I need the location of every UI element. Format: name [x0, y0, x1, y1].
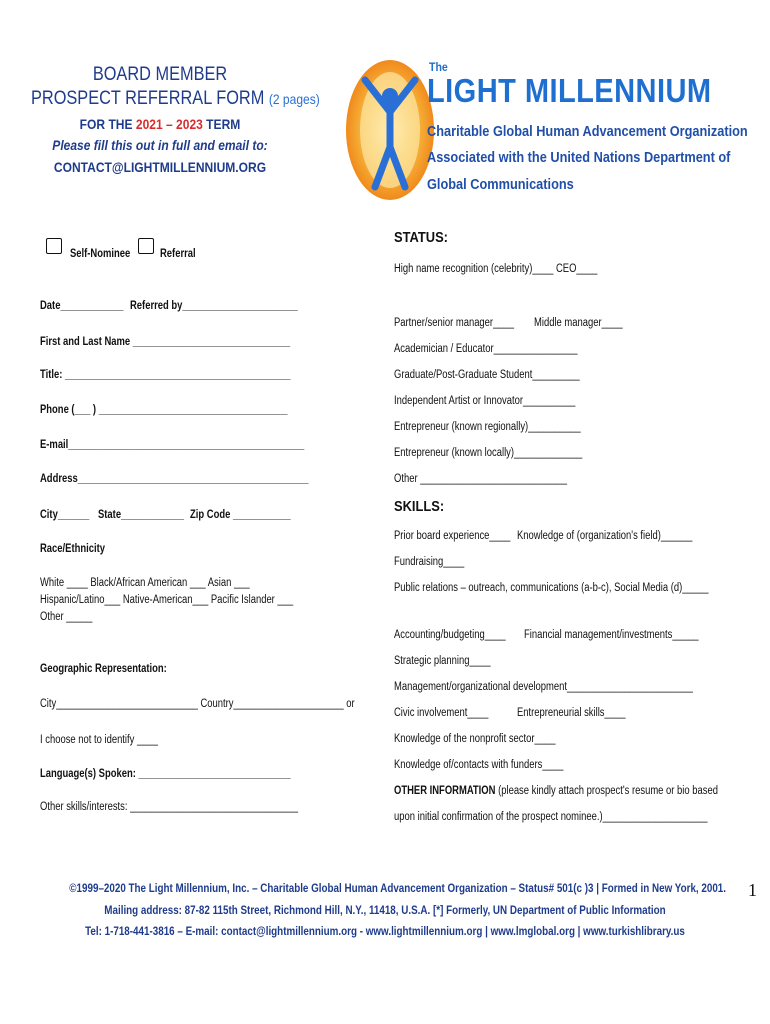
race-heading: Race/Ethnicity — [40, 543, 105, 555]
logo-tagline-3: Global Communications — [427, 177, 574, 193]
instruction-text: Please fill this out in full and email to: — [52, 137, 268, 153]
pages-note: (2 pages) — [268, 91, 320, 107]
name-field[interactable]: First and Last Name ______________________________ — [40, 336, 291, 348]
term-prefix: FOR THE — [79, 116, 133, 132]
race-line-3[interactable]: Other _____ — [40, 611, 93, 623]
languages-field[interactable]: Language(s) Spoken: _____________________________ — [40, 768, 291, 780]
self-nominee-label: Self-Nominee — [70, 248, 131, 260]
race-line-1[interactable]: White ____ Black/African American ___ Asian ___ — [40, 577, 250, 589]
logo-the: The — [429, 60, 448, 74]
term-line — [40, 116, 281, 132]
page-number: 1 — [748, 880, 757, 900]
skill-funders[interactable]: Knowledge of/contacts with funders____ — [394, 759, 564, 771]
skill-strategic[interactable]: Strategic planning____ — [394, 655, 491, 667]
contact-email[interactable]: CONTACT@LIGHTMILLENNIUM.ORG — [53, 159, 267, 175]
skill-entrepreneurial[interactable]: Entrepreneurial skills____ — [517, 707, 626, 719]
logo-tagline-1: Charitable Global Human Advancement Organization — [427, 124, 748, 140]
referral-label: Referral — [160, 248, 196, 260]
skill-knowledge-field[interactable]: Knowledge of (organization's field)______ — [517, 530, 693, 542]
logo-tagline-2: Associated with the United Nations Department of — [427, 150, 731, 166]
status-graduate[interactable]: Graduate/Post-Graduate Student_________ — [394, 369, 580, 381]
phone-field[interactable]: Phone (___ ) ____________________________________ — [40, 404, 288, 416]
logo — [343, 52, 748, 207]
city-field[interactable]: City______ — [40, 509, 90, 521]
no-identify-field[interactable]: I choose not to identify ____ — [40, 734, 158, 746]
referral-checkbox[interactable] — [138, 238, 154, 254]
form-title-line2 — [31, 88, 320, 110]
skill-accounting[interactable]: Accounting/budgeting____ — [394, 629, 506, 641]
skill-pr[interactable]: Public relations – outreach, communications (a-b-c), Social Media (d)_____ — [394, 582, 709, 594]
address-field[interactable]: Address____________________________________________ — [40, 473, 309, 485]
skill-management[interactable]: Management/organizational development________________________ — [394, 681, 693, 693]
other-info-line2[interactable]: upon initial confirmation of the prospect nominee.)____________________ — [394, 811, 708, 823]
status-ent-regional[interactable]: Entrepreneur (known regionally)__________ — [394, 421, 581, 433]
other-skills-field[interactable]: Other skills/interests: ________________________________ — [40, 801, 298, 813]
status-other[interactable]: Other ____________________________ — [394, 473, 568, 485]
footer-copyright: ©1999–2020 The Light Millennium, Inc. – Charitable Global Human Advancement Organization – Status# 501(c )3 | Formed in New York, 2001. — [69, 881, 727, 895]
geo-heading: Geographic Representation: — [40, 663, 167, 675]
form-title-line1: BOARD MEMBER — [92, 64, 228, 85]
skill-nonprofit[interactable]: Knowledge of the nonprofit sector____ — [394, 733, 556, 745]
other-info-text: (please kindly attach prospect's resume or bio based — [498, 785, 718, 797]
term-years: 2021 – 2023 — [135, 116, 203, 132]
footer-contact: Tel: 1-718-441-3816 – E-mail: contact@lightmillennium.org - www.lightmillennium.org | www.lmglobal.org | www.turkishlibrary.us — [85, 924, 685, 938]
logo-name: LIGHT MILLENNIUM — [427, 72, 712, 109]
status-celebrity[interactable]: High name recognition (celebrity)____ CEO____ — [394, 263, 598, 275]
skills-heading: SKILLS: — [394, 498, 445, 515]
skill-fundraising[interactable]: Fundraising____ — [394, 556, 465, 568]
email-field[interactable]: E-mail_____________________________________________ — [40, 439, 305, 451]
skill-board[interactable]: Prior board experience____ — [394, 530, 511, 542]
status-artist[interactable]: Independent Artist or Innovator__________ — [394, 395, 576, 407]
other-info-line — [394, 785, 718, 797]
zip-field[interactable]: Zip Code ___________ — [190, 509, 291, 521]
status-middle[interactable]: Middle manager____ — [534, 317, 623, 329]
footer-address: Mailing address: 87-82 115th Street, Richmond Hill, N.Y., 11418, U.S.A. [*] Formerly, UN Department of Public Information — [104, 903, 666, 917]
skill-civic[interactable]: Civic involvement____ — [394, 707, 489, 719]
referred-by-field[interactable]: Referred by______________________ — [130, 300, 298, 312]
date-field[interactable]: Date____________ — [40, 300, 124, 312]
race-line-2[interactable]: Hispanic/Latino___ Native-American___ Pacific Islander ___ — [40, 594, 294, 606]
state-field[interactable]: State____________ — [98, 509, 184, 521]
geo-field[interactable]: City___________________________ Country_____________________ or — [40, 698, 355, 710]
status-academic[interactable]: Academician / Educator________________ — [394, 343, 578, 355]
status-ent-local[interactable]: Entrepreneur (known locally)_____________ — [394, 447, 583, 459]
status-heading: STATUS: — [394, 229, 448, 246]
form-title-text: PROSPECT REFERRAL FORM — [31, 88, 265, 109]
title-field[interactable]: Title: ___________________________________________ — [40, 369, 291, 381]
skill-financial[interactable]: Financial management/investments_____ — [524, 629, 699, 641]
other-info-label: OTHER INFORMATION — [394, 785, 496, 797]
self-nominee-checkbox[interactable] — [46, 238, 62, 254]
sun-figure-icon — [343, 52, 438, 202]
status-partner[interactable]: Partner/senior manager____ — [394, 317, 515, 329]
term-suffix: TERM — [206, 116, 241, 132]
